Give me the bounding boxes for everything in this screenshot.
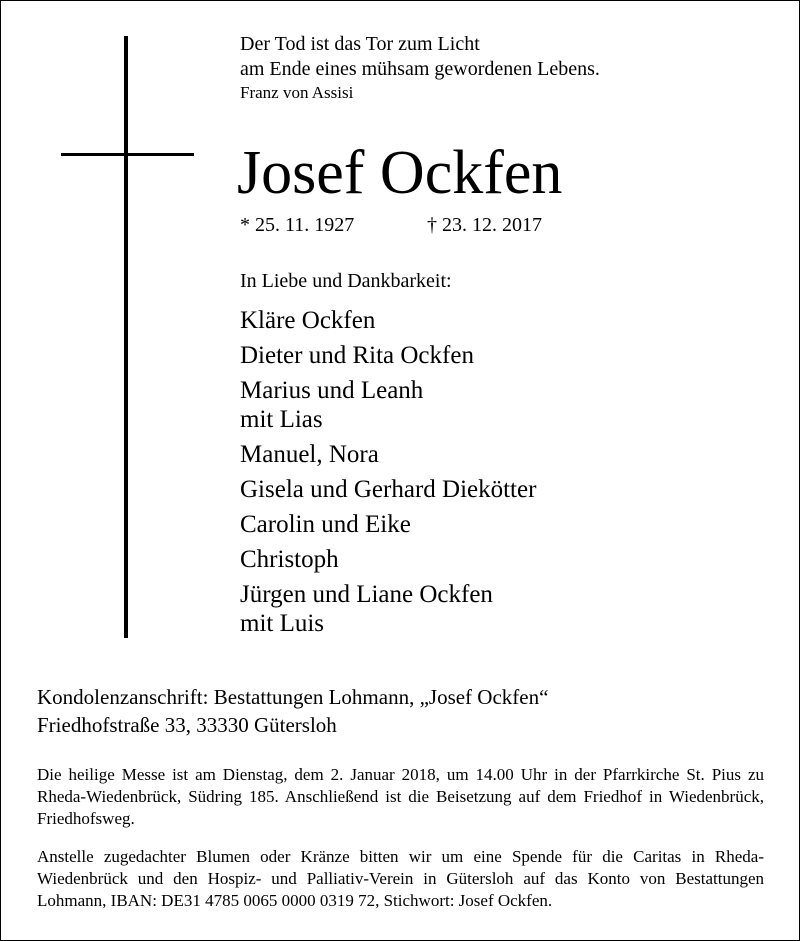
mourner-name-line: Manuel, Nora xyxy=(240,441,379,468)
mourner-entry xyxy=(240,341,536,370)
mourner-name-line: Christoph xyxy=(240,546,339,573)
death-date: † 23. 12. 2017 xyxy=(427,214,542,236)
life-dates xyxy=(240,212,542,238)
quote-line-1: Der Tod ist das Tor zum Licht xyxy=(240,33,480,55)
mourner-name-line: Dieter und Rita Ockfen xyxy=(240,342,474,369)
mourner-name-line: Kläre Ockfen xyxy=(240,307,376,334)
cross-vertical-bar xyxy=(124,36,128,638)
cross-horizontal-bar xyxy=(61,153,194,156)
mass-notice: Die heilige Messe ist am Dienstag, dem 2. Januar 2018, um 14.00 Uhr in der Pfarrkirche St. Pius zu Rheda-Wiedenbrück, Südring 185. Anschließend ist die Beisetzung auf dem Friedhof in Wiedenbrück, Friedhofsweg. xyxy=(37,765,764,828)
condolence-address xyxy=(37,683,548,739)
mourner-entry xyxy=(240,376,536,434)
quote-block xyxy=(240,32,600,104)
mourners-intro: In Liebe und Dankbarkeit: xyxy=(240,270,452,292)
mourner-name-line: Carolin und Eike xyxy=(240,511,411,538)
quote-line-2: am Ende eines mühsam gewordenen Lebens. xyxy=(240,58,600,80)
deceased-name: Josef Ockfen xyxy=(237,139,563,207)
condolence-line-2: Friedhofstraße 33, 33330 Gütersloh xyxy=(37,713,337,737)
birth-date: * 25. 11. 1927 xyxy=(240,214,355,236)
mourners-list xyxy=(240,306,536,644)
mourner-entry xyxy=(240,306,536,335)
mourner-name-line: mit Lias xyxy=(240,406,323,433)
mourner-name-line: mit Luis xyxy=(240,610,325,637)
mourner-entry xyxy=(240,510,536,539)
quote-author: Franz von Assisi xyxy=(240,83,354,102)
donation-notice: Anstelle zugedachter Blumen oder Kränze bitten wir um eine Spende für die Caritas in Rheda-Wiedenbrück und den Hospiz- und Palliativ-Verein in Gütersloh auf das Konto von Bestattungen Lohmann, IBAN: DE31 4785 0065 0000 0319 72, Stichwort: Josef Ockfen. xyxy=(37,847,764,910)
mourner-name-line: Gisela und Gerhard Diekötter xyxy=(240,476,537,503)
mourner-entry xyxy=(240,475,536,504)
condolence-line-1: Kondolenzanschrift: Bestattungen Lohmann, „Josef Ockfen“ xyxy=(37,685,549,709)
mourner-entry xyxy=(240,440,536,469)
mourner-name-line: Jürgen und Liane Ockfen xyxy=(240,581,493,608)
mourner-entry xyxy=(240,545,536,574)
mourner-name-line: Marius und Leanh xyxy=(240,377,424,404)
mourner-entry xyxy=(240,580,536,638)
